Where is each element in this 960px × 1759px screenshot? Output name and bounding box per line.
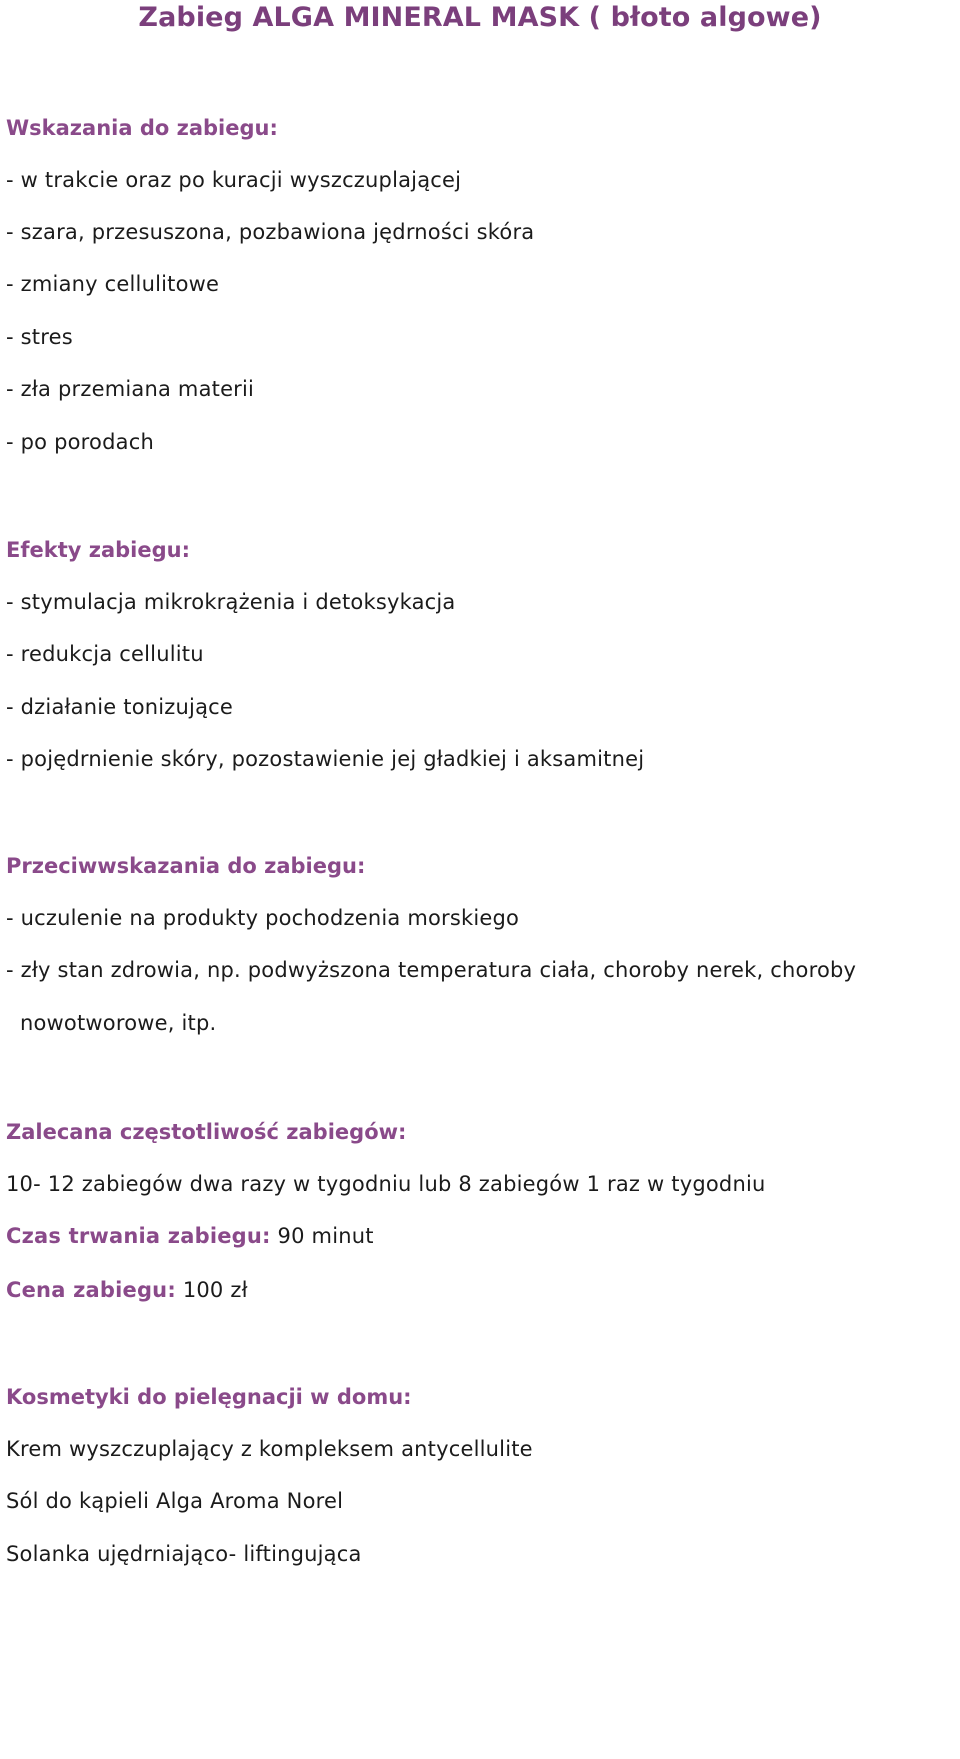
list-item: - redukcja cellulitu	[6, 642, 204, 666]
duration-value: 90 minut	[270, 1224, 374, 1248]
list-item: Sól do kąpieli Alga Aroma Norel	[6, 1489, 344, 1513]
indications-section	[6, 113, 954, 457]
list-item: - działanie tonizujące	[6, 695, 234, 719]
home-care-section	[6, 1382, 954, 1569]
list-item: - zły stan zdrowia, np. podwyższona temperatura ciała, choroby nerek, choroby	[6, 958, 857, 982]
contraindications-section	[6, 851, 954, 1038]
indications-heading: Wskazania do zabiegu:	[6, 116, 278, 140]
list-item: - stymulacja mikrokrążenia i detoksykacja	[6, 590, 456, 614]
list-item: - pojędrnienie skóry, pozostawienie jej gładkiej i aksamitnej	[6, 747, 645, 771]
list-item: - zła przemiana materii	[6, 377, 255, 401]
price-row	[6, 1275, 954, 1305]
duration-row	[6, 1221, 954, 1251]
list-item: Krem wyszczuplający z kompleksem antycellulite	[6, 1437, 533, 1461]
list-item: - w trakcie oraz po kuracji wyszczuplającej	[6, 168, 462, 192]
effects-section	[6, 535, 954, 775]
frequency-text: 10- 12 zabiegów dwa razy w tygodniu lub 8 zabiegów 1 raz w tygodniu	[6, 1172, 766, 1196]
list-item: - po porodach	[6, 430, 154, 454]
home-care-heading: Kosmetyki do pielęgnacji w domu:	[6, 1385, 412, 1409]
list-item-continuation: nowotworowe, itp.	[20, 1011, 217, 1035]
list-item: - uczulenie na produkty pochodzenia morskiego	[6, 906, 520, 930]
list-item: - zmiany cellulitowe	[6, 272, 220, 296]
list-item: Solanka ujędrniająco- liftingująca	[6, 1542, 362, 1566]
duration-label: Czas trwania zabiegu:	[6, 1224, 271, 1248]
price-value: 100 zł	[175, 1278, 248, 1302]
list-item: - szara, przesuszona, pozbawiona jędrności skóra	[6, 220, 535, 244]
frequency-heading: Zalecana częstotliwość zabiegów:	[6, 1120, 407, 1144]
page-title: Zabieg ALGA MINERAL MASK ( błoto algowe)	[138, 2, 822, 33]
list-item: - stres	[6, 325, 73, 349]
effects-heading: Efekty zabiegu:	[6, 538, 190, 562]
frequency-section	[6, 1117, 954, 1199]
contraindications-heading: Przeciwwskazania do zabiegu:	[6, 854, 366, 878]
price-label: Cena zabiegu:	[6, 1278, 176, 1302]
